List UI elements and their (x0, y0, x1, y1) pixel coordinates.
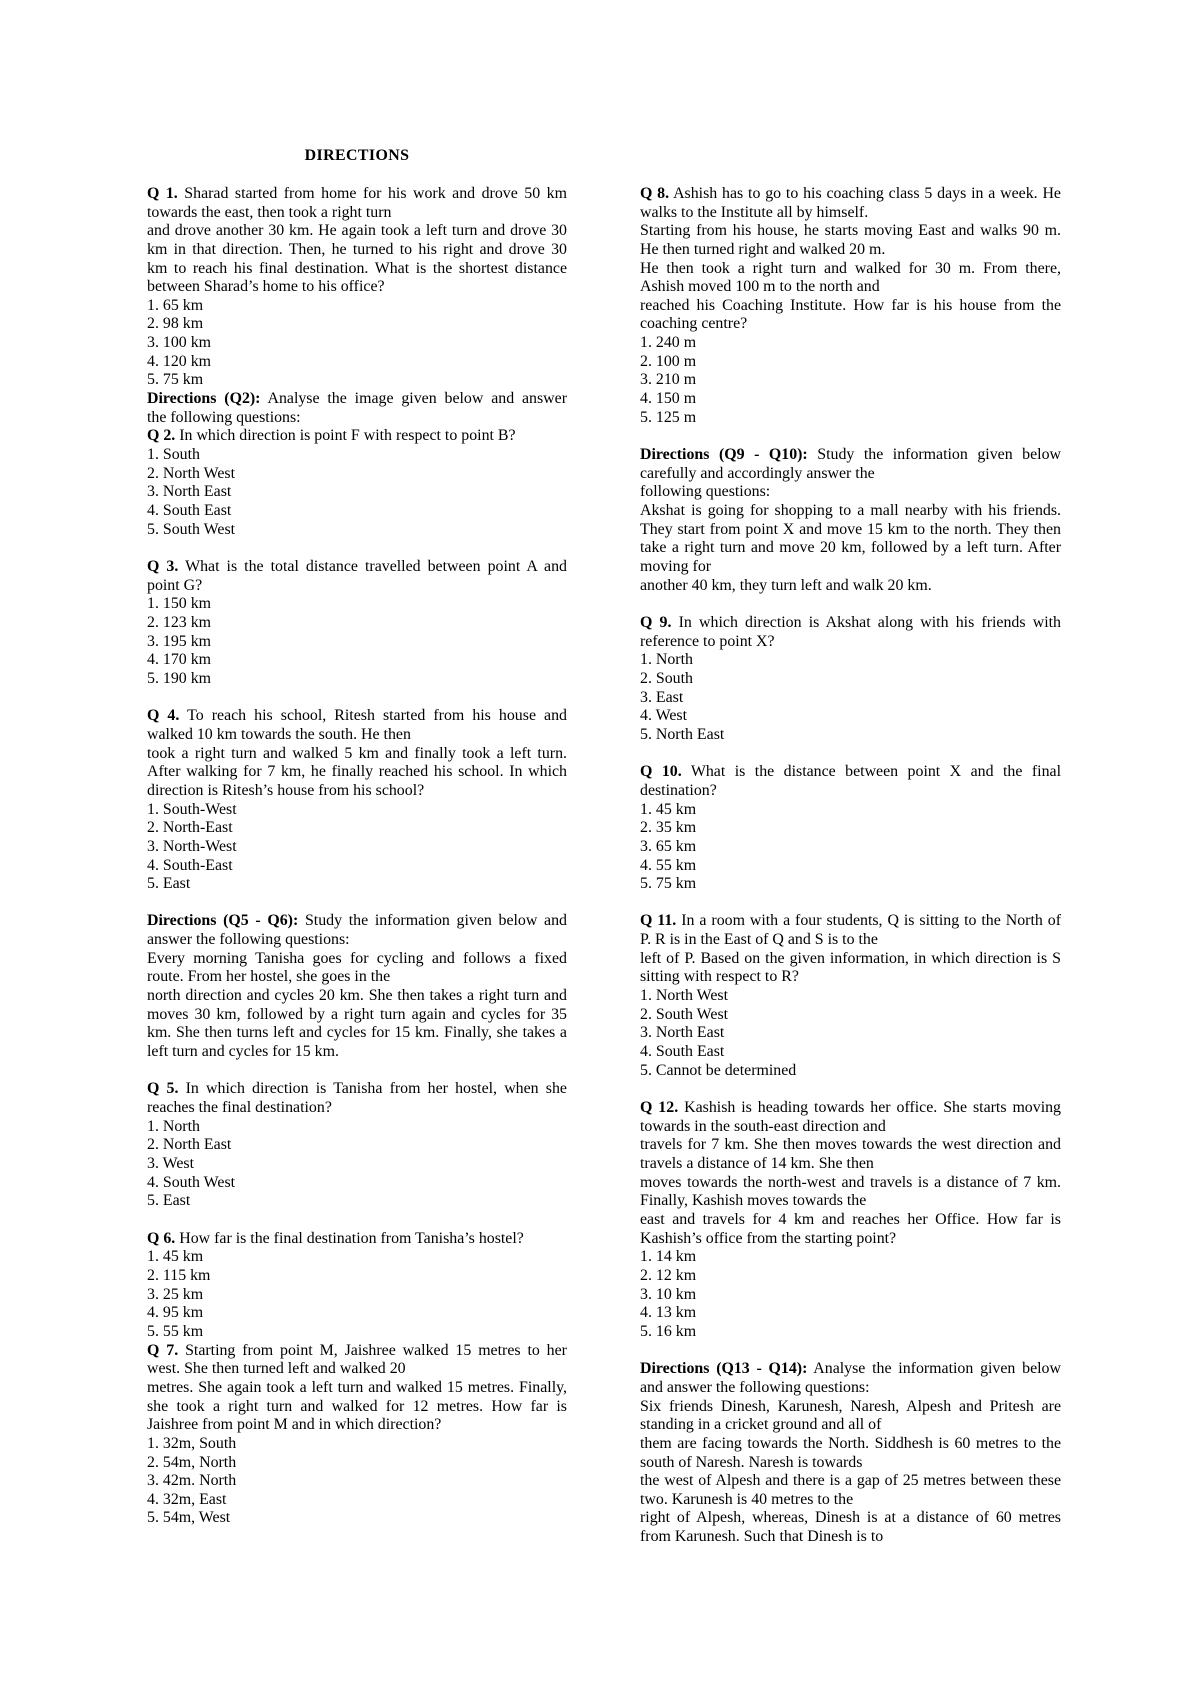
question-text-line (147, 763, 567, 782)
directions-text-line (147, 409, 567, 428)
directions-text-line (640, 1472, 1061, 1491)
answer-option: 4. West (640, 707, 687, 725)
question-text-line (640, 763, 1061, 782)
answer-option: 3. North East (640, 1024, 725, 1042)
answer-option: 5. East (147, 1192, 191, 1210)
line-text: standing in a cricket ground and all of (640, 1416, 882, 1434)
answer-option: 2. 54m, North (147, 1453, 237, 1471)
question-block (640, 614, 1061, 745)
directions-text-line (640, 1528, 1061, 1547)
line-text: He then took a right turn and walked for 30 m. From there, (640, 259, 1061, 277)
directions-text-line (640, 483, 1061, 502)
question-text-line (640, 782, 1061, 801)
line-text: They start from point X and move 15 km to the north. They then (640, 520, 1061, 538)
line-text: Finally, Kashish moves towards the (640, 1192, 867, 1210)
line-text: Ashish has to go to his coaching class 5 days in a week. He (673, 184, 1061, 202)
answer-option: 4. 120 km (147, 352, 212, 370)
question-label: Q 1. (147, 184, 178, 202)
question-label: Q 5. (147, 1080, 179, 1098)
line-text: reference to point X? (640, 632, 775, 650)
answer-option: 1. North (640, 651, 693, 669)
line-text: coaching centre? (640, 315, 748, 333)
question-label: Q 4. (147, 707, 180, 725)
question-block (147, 558, 567, 689)
answer-option: 5. 190 km (147, 669, 212, 687)
line-text: between Sharad’s home to his office? (147, 278, 385, 296)
line-text: following questions: (640, 483, 771, 501)
line-text: Study the information given below (817, 446, 1061, 464)
answer-option: 1. 240 m (640, 334, 697, 352)
question-text-line (147, 1080, 567, 1099)
question-text-line (640, 950, 1061, 969)
directions-text-line (640, 1416, 1061, 1435)
question-text-line (640, 633, 1061, 652)
line-text: Jaishree from point M and in which direction? (147, 1416, 442, 1434)
line-text: south of Naresh. Naresh is towards (640, 1453, 863, 1471)
line-text: and drove another 30 km. He again took a left turn and drove 30 (147, 222, 567, 240)
line-text: another 40 km, they turn left and walk 20 km. (640, 576, 932, 594)
directions-text-line (640, 521, 1061, 540)
line-text: Starting from point M, Jaishree walked 15 metres to her (185, 1341, 567, 1359)
line-text: Analyse the information given below (813, 1360, 1061, 1378)
question-text-line (640, 1118, 1061, 1137)
question-text-line (147, 204, 567, 223)
line-text: Six friends Dinesh, Karunesh, Naresh, Alpesh and Pritesh are (640, 1397, 1061, 1415)
answer-option: 2. North East (147, 1136, 232, 1154)
question-label: Q 8. (640, 184, 670, 202)
answer-option: 4. 170 km (147, 651, 212, 669)
line-text: them are facing towards the North. Siddhesh is 60 metres to the (640, 1434, 1061, 1452)
answer-option: 1. 45 km (640, 800, 697, 818)
line-text: and answer the following questions: (640, 1378, 870, 1396)
line-text: answer the following questions: (147, 931, 350, 949)
page-title: DIRECTIONS (304, 146, 410, 164)
question-text-line (640, 1230, 1061, 1249)
line-text: reached his Coaching Institute. How far is his house from the (640, 296, 1061, 314)
line-text: Starting from his house, he starts moving East and walks 90 m. (640, 222, 1061, 240)
line-text: Every morning Tanisha goes for cycling and follows a fixed (147, 949, 567, 967)
line-text: point G? (147, 576, 203, 594)
line-text: In which direction is point F with respect to point B? (179, 427, 516, 445)
answer-option: 2. 35 km (640, 819, 697, 837)
answer-option: 1. South-West (147, 800, 237, 818)
question-label: Q 2. (147, 427, 176, 445)
question-label: Q 7. (147, 1341, 179, 1359)
answer-option: 5. 75 km (640, 875, 697, 893)
question-text-line (640, 912, 1061, 931)
line-text: direction is Ritesh’s house from his school? (147, 781, 425, 799)
answer-option: 5. 75 km (147, 371, 204, 389)
question-text-line (147, 1360, 567, 1379)
question-label: Q 12. (640, 1099, 679, 1117)
question-text-line (147, 427, 567, 446)
answer-option: 1. 45 km (147, 1248, 204, 1266)
line-text: north direction and cycles 20 km. She then takes a right turn and (147, 987, 567, 1005)
answer-option: 2. 12 km (640, 1266, 697, 1284)
question-text-line (640, 297, 1061, 316)
line-text: take a right turn and move 20 km, followed by a left turn. After (640, 539, 1061, 557)
directions-label: Directions (Q13 - Q14): (640, 1360, 808, 1378)
answer-option: 1. 32m, South (147, 1434, 237, 1452)
answer-option: 3. 42m. North (147, 1472, 237, 1490)
directions-label: Directions (Q5 - Q6): (147, 912, 299, 930)
answer-option: 4. 32m, East (147, 1490, 227, 1508)
question-text-line (147, 1398, 567, 1417)
line-text: west. She then turned left and walked 20 (147, 1360, 406, 1378)
question-text-line (640, 185, 1061, 204)
answer-option: 4. South East (147, 502, 232, 520)
answer-option: 1. North (147, 1117, 200, 1135)
question-text-line (147, 782, 567, 801)
directions-text-line (640, 502, 1061, 521)
question-text-line (640, 241, 1061, 260)
answer-option: 2. North West (147, 464, 236, 482)
answer-option: 1. 65 km (147, 296, 204, 314)
line-text: km. She then turns left and cycles for 15 km. Finally, she takes a (147, 1024, 567, 1042)
answer-option: 3. East (640, 688, 684, 706)
line-text: took a right turn and walked 5 km and finally took a left turn. (147, 744, 567, 762)
line-text: walked 10 km towards the south. He then (147, 725, 411, 743)
question-text-line (640, 1155, 1061, 1174)
line-text: Study the information given below and (304, 912, 567, 930)
line-text: What is the total distance travelled between point A and (185, 558, 567, 576)
answer-option: 3. 195 km (147, 632, 212, 650)
line-text: east and travels for 4 km and reaches her Office. How far is (640, 1210, 1061, 1228)
answer-option: 1. North West (640, 987, 729, 1005)
answer-option: 3. 210 m (640, 371, 697, 389)
directions-text-line (640, 1435, 1061, 1454)
line-text: she took a right turn and walked for 12 metres. How far is (147, 1397, 567, 1415)
question-text-line (640, 931, 1061, 950)
line-text: towards in the south-east direction and (640, 1117, 886, 1135)
question-text-line (147, 1342, 567, 1361)
answer-option: 3. North East (147, 483, 232, 501)
question-block (640, 912, 1061, 1080)
question-text-line (147, 185, 567, 204)
answer-option: 3. West (147, 1155, 194, 1173)
answer-option: 3. 100 km (147, 334, 212, 352)
question-text-line (640, 968, 1061, 987)
line-text: In which direction is Tanisha from her hostel, when she (185, 1080, 567, 1098)
answer-option: 5. Cannot be determined (640, 1061, 797, 1079)
line-text: moves towards the north-west and travels is a distance of 7 km. (640, 1173, 1061, 1191)
line-text: Kashish is heading towards her office. She starts moving (684, 1099, 1062, 1117)
answer-option: 5. 16 km (640, 1322, 697, 1340)
question-block (147, 707, 567, 894)
question-text-line (147, 260, 567, 279)
line-text: carefully and accordingly answer the (640, 464, 875, 482)
directions-text-line (640, 558, 1061, 577)
line-text: two. Karunesh is 40 metres to the (640, 1490, 854, 1508)
line-text: To reach his school, Ritesh started from his house and (187, 707, 567, 725)
line-text: km in that direction. Then, he turned to his right and drove 30 (147, 240, 567, 258)
answer-option: 4. 55 km (640, 856, 697, 874)
right-column (640, 185, 1061, 1547)
answer-option: 2. North-East (147, 819, 233, 837)
directions-text-line (640, 1379, 1061, 1398)
question-text-line (640, 1174, 1061, 1193)
question-block (147, 1080, 567, 1211)
answer-option: 4. South-East (147, 856, 233, 874)
line-text: right of Alpesh, whereas, Dinesh is at a distance of 60 metres (640, 1509, 1061, 1527)
line-text: km to reach his final destination. What is the shortest distance (147, 259, 567, 277)
line-text: What is the distance between point X and the final (690, 763, 1061, 781)
answer-option: 2. 115 km (147, 1266, 211, 1284)
answer-option: 4. South West (147, 1173, 236, 1191)
directions-text-line (147, 931, 567, 950)
directions-block (640, 446, 1061, 595)
line-text: left turn and cycles for 15 km. (147, 1043, 339, 1061)
line-text: Ashish moved 100 m to the north and (640, 278, 880, 296)
question-text-line (640, 278, 1061, 297)
line-text: P. R is in the East of Q and S is to the (640, 931, 878, 949)
question-text-line (147, 577, 567, 596)
question-text-line (640, 1192, 1061, 1211)
directions-text-line (147, 1006, 567, 1025)
question-label: Q 3. (147, 558, 179, 576)
directions-block (147, 912, 567, 1061)
directions-text-line (640, 1454, 1061, 1473)
answer-option: 3. 10 km (640, 1285, 697, 1303)
question-text-line (147, 745, 567, 764)
question-text-line (147, 1099, 567, 1118)
line-text: In a room with a four students, Q is sitting to the North of (681, 912, 1061, 930)
question-label: Q 9. (640, 613, 672, 631)
question-block (640, 763, 1061, 894)
line-text: Analyse the image given below and answer (267, 390, 567, 408)
question-text-line (640, 614, 1061, 633)
answer-option: 4. 150 m (640, 390, 697, 408)
question-text-line (640, 1136, 1061, 1155)
line-text: metres. She again took a left turn and walked 15 metres. Finally, (147, 1378, 567, 1396)
answer-option: 5. 55 km (147, 1322, 204, 1340)
answer-option: 2. South (640, 669, 693, 687)
question-label: Q 10. (640, 763, 682, 781)
answer-option: 5. East (147, 875, 191, 893)
line-text: the following questions: (147, 408, 301, 426)
line-text: left of P. Based on the given information, in which direction is S (640, 949, 1061, 967)
directions-text-line (640, 1398, 1061, 1417)
directions-text-line (640, 465, 1061, 484)
question-text-line (147, 222, 567, 241)
answer-option: 3. 65 km (640, 837, 697, 855)
question-text-line (147, 1379, 567, 1398)
directions-text-line (640, 446, 1061, 465)
line-text: towards the east, then took a right turn (147, 203, 392, 221)
answer-option: 1. 150 km (147, 595, 212, 613)
answer-option: 5. 54m, West (147, 1509, 231, 1527)
question-block (147, 1230, 567, 1342)
answer-option: 2. 123 km (147, 613, 212, 631)
question-block (640, 185, 1061, 428)
directions-text-line (640, 1509, 1061, 1528)
left-column (147, 185, 567, 1528)
answer-option: 3. North-West (147, 837, 237, 855)
line-text: Sharad started from home for his work and drove 50 km (184, 184, 567, 202)
question-text-line (147, 278, 567, 297)
question-label: Q 11. (640, 912, 677, 930)
directions-text-line (147, 1024, 567, 1043)
answer-option: 5. 125 m (640, 408, 697, 426)
question-text-line (147, 1416, 567, 1435)
question-text-line (147, 726, 567, 745)
directions-text-line (640, 577, 1061, 596)
answer-option: 3. 25 km (147, 1285, 204, 1303)
answer-option: 1. South (147, 446, 200, 464)
directions-text-line (640, 1360, 1061, 1379)
directions-block (147, 390, 567, 427)
question-block (147, 1342, 567, 1529)
answer-option: 4. South East (640, 1043, 725, 1061)
answer-option: 1. 14 km (640, 1248, 697, 1266)
answer-option: 5. North East (640, 725, 725, 743)
line-text: Kashish’s office from the starting point? (640, 1229, 897, 1247)
question-text-line (147, 707, 567, 726)
answer-option: 2. 98 km (147, 315, 204, 333)
line-text: sitting with respect to R? (640, 968, 799, 986)
question-text-line (147, 241, 567, 260)
question-label: Q 6. (147, 1229, 176, 1247)
directions-label: Directions (Q2): (147, 390, 261, 408)
line-text: He then turned right and walked 20 m. (640, 240, 886, 258)
question-block (640, 1099, 1061, 1342)
directions-text-line (147, 968, 567, 987)
line-text: walks to the Institute all by himself. (640, 203, 869, 221)
question-text-line (640, 260, 1061, 279)
line-text: Akshat is going for shopping to a mall nearby with his friends. (640, 502, 1061, 520)
line-text: moves 30 km, followed by a right turn again and cycles for 35 (147, 1005, 567, 1023)
answer-option: 5. South West (147, 520, 236, 538)
line-text: the west of Alpesh and there is a gap of 25 metres between these (640, 1472, 1061, 1490)
line-text: destination? (640, 781, 717, 799)
directions-text-line (147, 912, 567, 931)
question-text-line (147, 558, 567, 577)
question-block (147, 427, 567, 539)
question-text-line (640, 315, 1061, 334)
question-text-line (640, 1099, 1061, 1118)
directions-text-line (147, 1043, 567, 1062)
directions-label: Directions (Q9 - Q10): (640, 446, 808, 464)
line-text: from Karunesh. Such that Dinesh is to (640, 1528, 884, 1546)
answer-option: 2. 100 m (640, 352, 697, 370)
line-text: After walking for 7 km, he finally reached his school. In which (147, 763, 567, 781)
directions-text-line (147, 987, 567, 1006)
question-text-line (640, 204, 1061, 223)
directions-text-line (147, 390, 567, 409)
line-text: travels for 7 km. She then moves towards the west direction and (640, 1136, 1061, 1154)
question-text-line (147, 1230, 567, 1249)
line-text: route. From her hostel, she goes in the (147, 968, 391, 986)
answer-option: 2. South West (640, 1005, 729, 1023)
line-text: travels a distance of 14 km. She then (640, 1155, 874, 1173)
directions-text-line (640, 539, 1061, 558)
directions-block (640, 1360, 1061, 1547)
question-text-line (640, 1211, 1061, 1230)
line-text: moving for (640, 558, 712, 576)
line-text: How far is the final destination from Tanisha’s hostel? (179, 1229, 524, 1247)
answer-option: 4. 95 km (147, 1304, 204, 1322)
directions-text-line (147, 950, 567, 969)
question-text-line (640, 222, 1061, 241)
line-text: reaches the final destination? (147, 1099, 332, 1117)
question-block (147, 185, 567, 390)
directions-text-line (640, 1491, 1061, 1510)
answer-option: 4. 13 km (640, 1304, 697, 1322)
line-text: In which direction is Akshat along with his friends with (678, 613, 1061, 631)
